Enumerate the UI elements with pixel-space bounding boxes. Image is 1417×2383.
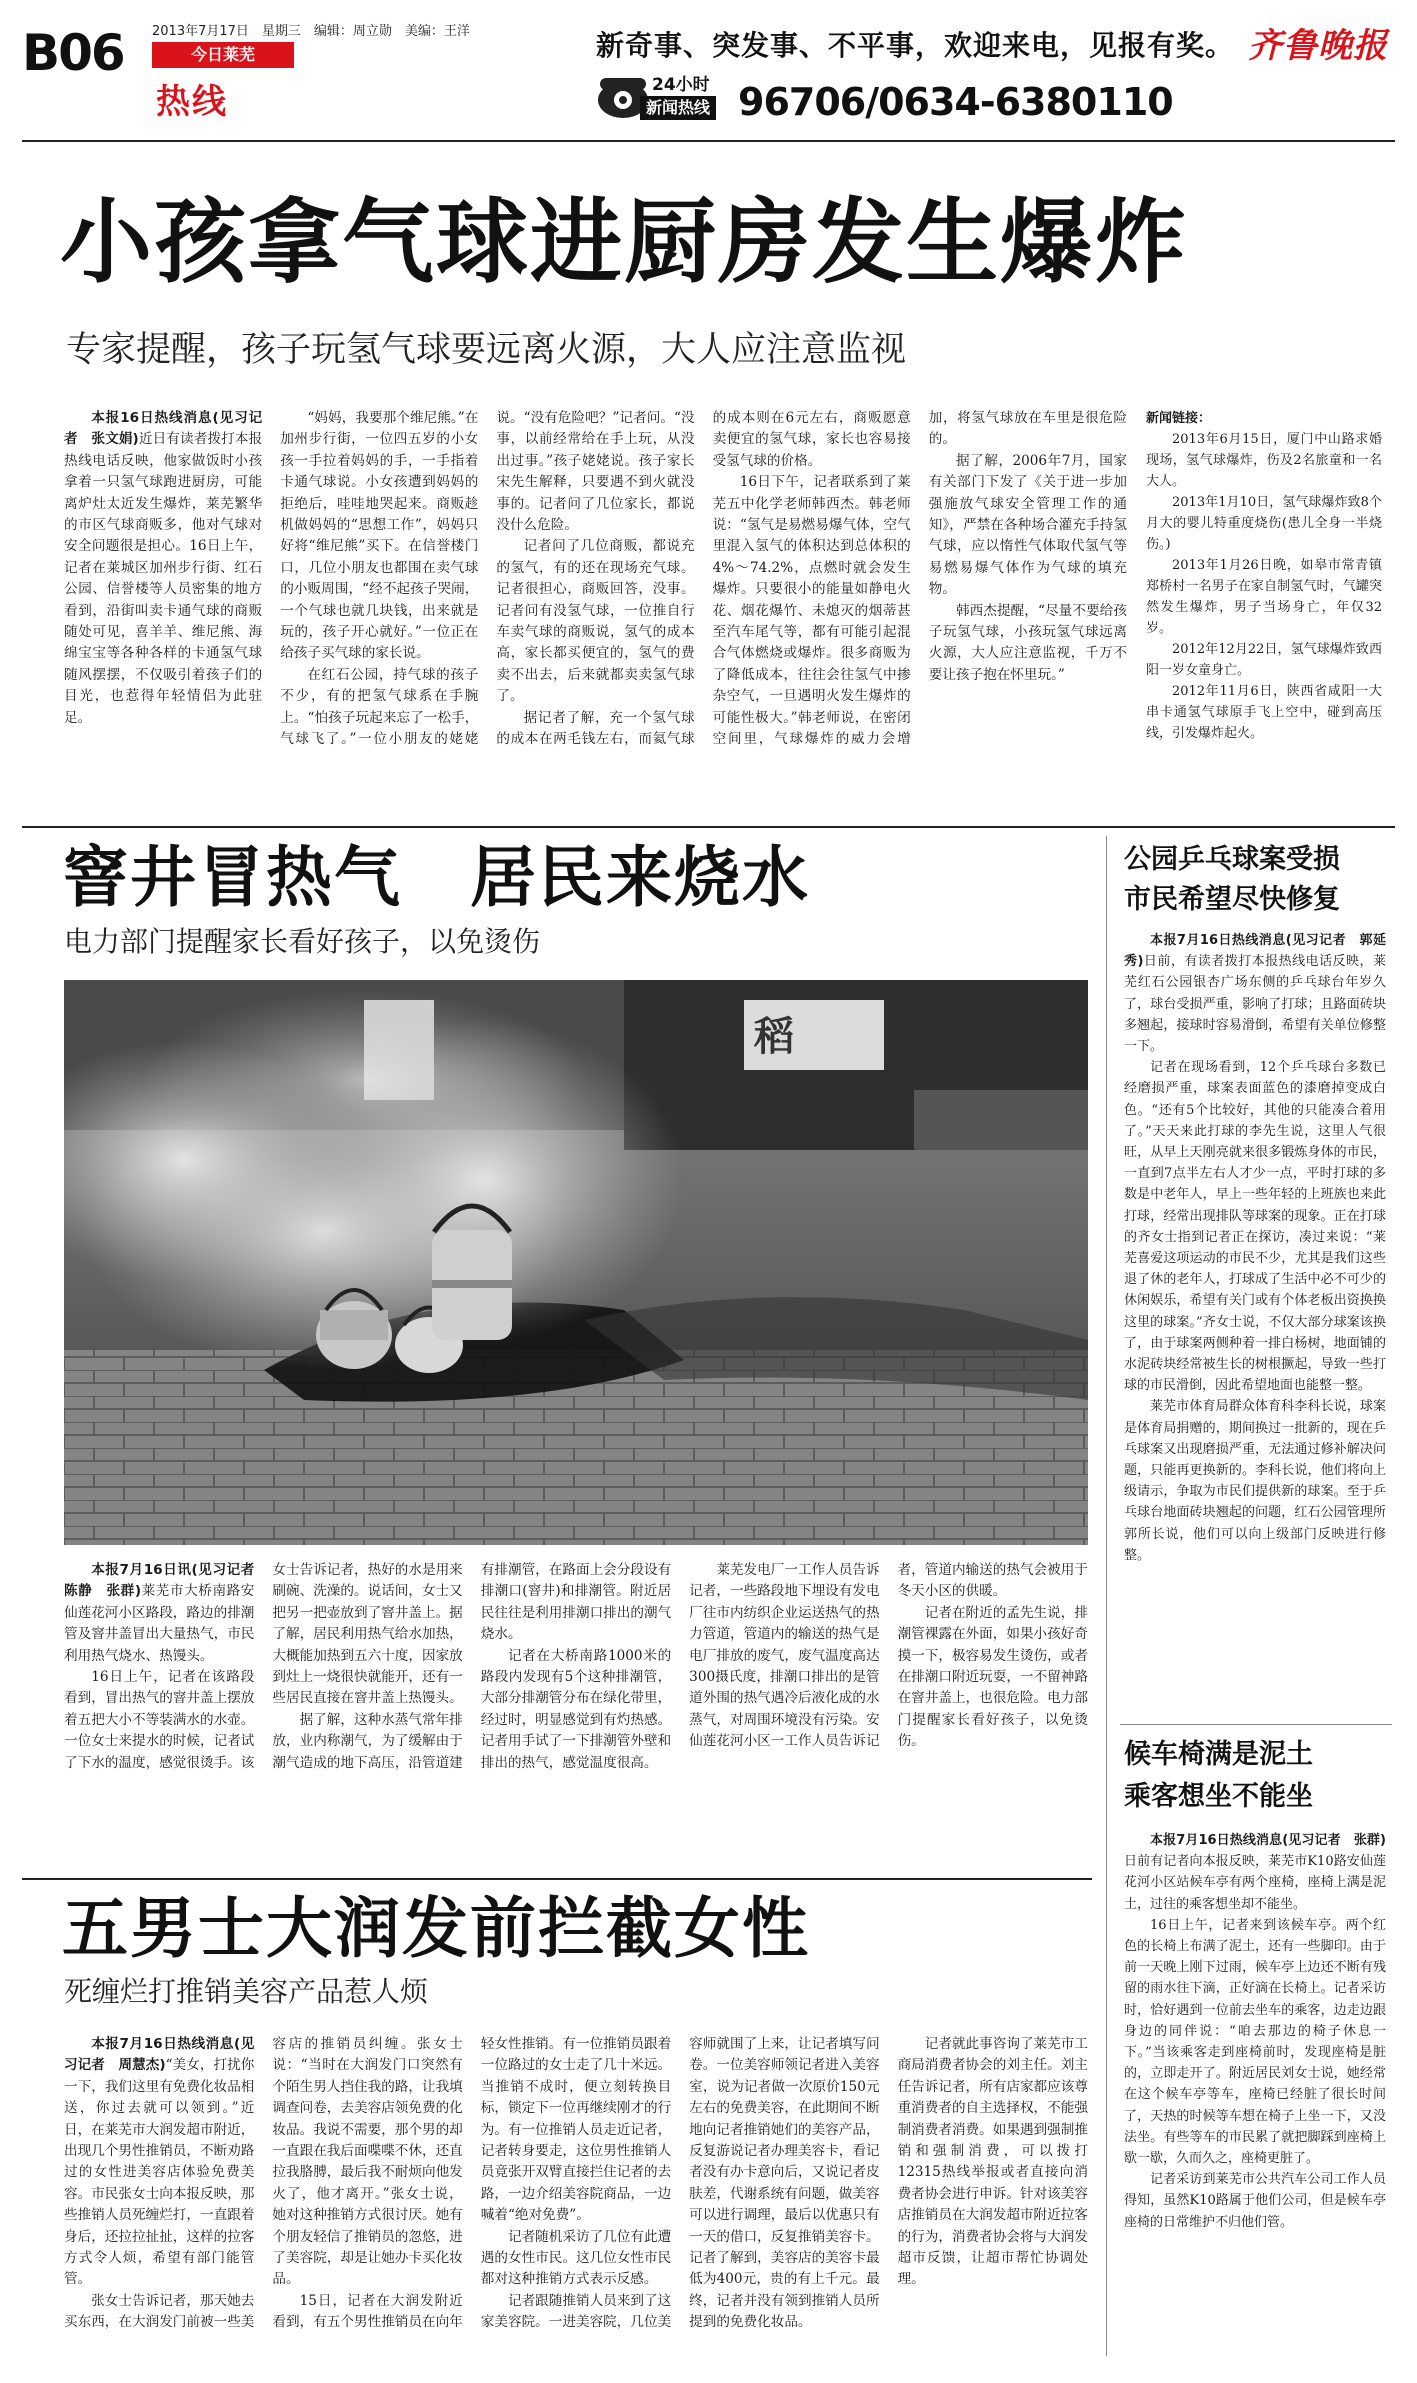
article1-paragraph: 本报16日热线消息(见习记者 张文娟)近日有读者拨打本报热线电话反映，他家做饭时小孩拿着一只氢气球跑进厨房，可能离炉灶太近发生爆炸，莱芜繁华的市区气球商贩多，他对气球对安全问题很是担心。16日上午，记者在莱城区加州步行街、红石公园、信誉楼等人员密集的地方看到，沿街叫卖卡通气球的商贩随处可见，喜羊羊、维尼熊、海绵宝宝等各种各样的卡通氢气球随风摆摆，不仅吸引着孩子们的目光，也惹得年轻情侣为此驻足。 [64, 410, 263, 726]
article3-body [1124, 930, 1386, 1720]
hotline-label-2-text: 新闻热线 [646, 98, 711, 117]
article2-headline: 窨井冒热气 居民来烧水 [62, 839, 810, 916]
slogan: 新奇事、突发事、不平事，欢迎来电，见报有奖。 [596, 29, 1235, 62]
article3-headline [1124, 840, 1392, 920]
article1-paragraph: 16日下午，记者联系到了莱芜五中化学老师韩西杰。韩老师说：“氢气是易燃易爆气体，空气里混入氢气的体积达到总体积的4%～74.2%，点燃时就会发生爆炸。只要很小的能量如静电火花、烟花爆竹、未熄灭的烟蒂甚至汽车尾气等，都有可能引起混合气体燃烧或爆炸。很多商贩为了降低成本，往往会往氢气中掺杂空气，一旦遇明火发生爆炸的可能性极大。”韩老师说，在密闭空间里，气球爆炸的威力会增加，将氢气球放在车里是很危险的。 [712, 410, 1127, 748]
article5-subheadline: 死缠烂打推销美容产品惹人烦 [64, 1975, 429, 2008]
article5-paragraph: 15日，记者在大润发附近看到，有五个男性推销员在向年轻女性推销。有一位推销员跟着一位路过的女士走了几十米远。当推销不成时，便立刻转换目标，锁定下一位再继续刚才的行为。有一位推销人员走近记者，记者转身要走，这位男性推销人员竟张开双臂直接拦住记者的去路，一边介绍美容院商品，一边喊着“绝对免费”。 [272, 2036, 672, 2331]
article4-paragraph: 本报7月16日热线消息(见习记者 张群)日前有记者向本报反映，莱芜市K10路安仙莲花河小区站候车亭有两个座椅，座椅上满是泥土，过往的乘客想坐却不能坐。 [1124, 1833, 1386, 1912]
right-column-rule [1106, 836, 1107, 2356]
article1-paragraph: “妈妈，我要那个维尼熊。”在加州步行街，一位四五岁的小女孩一手拉着妈妈的手，一手指着卡通气球说。小女孩遭到妈妈的拒绝后，哇哇地哭起来。商贩趁机做妈妈的“思想工作”，妈妈只好将“维尼熊”买下。在信誉楼门口，几位小朋友也都围在卖气球的小贩周围，“经不起孩子哭闹，一个气球也就几块钱，出来就是玩的，孩子开心就好。”一位正在给孩子买气球的家长说。 [280, 410, 479, 662]
article3-paragraph: 莱芜市体育局群众体育科李科长说，球案是体育局捐赠的，期间换过一批新的，现在乒乓球案又出现磨损严重，无法通过修补解决问题，只能再更换新的。李科长说，他们将向上级请示，争取为市民们提供新的球案。至于乒乓球台地面砖块翘起的问题，红石公园管理所郭所长说，他们可以向上级部门反映进行修整。 [1124, 1399, 1386, 1563]
news-link-item: 2012年11月6日，陕西省咸阳一大串卡通氢气球原手飞上空中，碰到高压线，引发爆炸起火。 [1146, 684, 1382, 741]
news-link-item: 2013年6月15日，厦门中山路求婚现场，氢气球爆炸，伤及2名旅童和一名大人。 [1146, 432, 1382, 489]
article2-paragraph: 记者在附近的孟先生说，排潮管裸露在外面，如果小孩好奇摸一下，极容易发生烫伤，或者在排潮口附近玩耍，一不留神路在窨井盖上，也很危险。电力部门提醒家长看好孩子，以免烫伤。 [897, 1604, 1088, 1750]
masthead [0, 0, 1417, 142]
news-link-item: 2013年1月10日，氢气球爆炸致8个月大的婴儿特重度烧伤(患儿全身一半烧伤。) [1146, 495, 1382, 552]
divider [22, 826, 1395, 828]
article5-paragraph: 记者随机采访了几位有此遭遇的女性市民。这几位女性市民都对这种推销方式表示反感。 [480, 2228, 672, 2288]
article1-paragraph: 记者问了几位商贩，都说充的氢气，有的还在现场充气球。记者很担心，商贩回答，没事。记者问有没氢气球，一位推自行车卖气球的商贩说，氢气的成本高，家长都买便宜的，氢气的费卖不出去，后来就都卖卖氢气球了。 [496, 538, 695, 705]
divider [22, 1878, 1092, 1880]
article5-body [64, 2034, 1088, 2366]
article2-lead: 本报7月16日讯(见习记者 陈静 张群) [64, 1562, 268, 1600]
news-link-title: 新闻链接： [1146, 411, 1212, 426]
article3-headline-line2: 市民希望尽快修复 [1124, 884, 1340, 915]
article2-paragraph: 本报7月16日讯(见习记者 陈静 张群)莱芜市大桥南路安仙莲花河小区路段，路边的排潮管及窨井盖冒出大量热气，市民利用热气烧水、热馒头。 [64, 1562, 268, 1664]
article2-subheadline: 电力部门提醒家长看好孩子，以免烫伤 [64, 925, 541, 958]
section-name: 热线 [156, 82, 228, 122]
section-tag: 今日莱芜 [152, 42, 294, 68]
article4-body [1124, 1830, 1386, 2366]
article3-lead: 本报7月16日热线消息(见习记者 郭延秀) [1124, 933, 1386, 970]
hotline-label-1: 24小时 [652, 75, 710, 95]
article5-paragraph: 本报7月16日热线消息(见习记者 周慧杰)“美女，打扰你一下，我们这里有免费化妆品相送，你过去就可以领到。”近日，在莱芜市大润发超市附近，出现几个男性推销员，不断劝路过的女性进美容店体验免费美容。市民张女士向本报反映，那些推销人员死缠烂打，一直跟着身后，还拉拉扯扯，这样的拉客方式令人烦，希望有部门能管管。 [64, 2036, 255, 2288]
article4-headline-line2: 乘客想坐不能坐 [1124, 1781, 1313, 1812]
shop-sign-text: 稻 [754, 1014, 794, 1060]
news-link-box [1146, 408, 1382, 814]
article3-headline-line1: 公园乒乓球案受损 [1124, 844, 1340, 875]
page-number: B06 [22, 24, 124, 82]
news-link-item: 2012年12月22日，氢气球爆炸致西阳一岁女童身亡。 [1146, 642, 1382, 678]
article1-body [64, 408, 1127, 814]
divider [1120, 1724, 1392, 1725]
article4-lead: 本报7月16日热线消息(见习记者 张群) [1150, 1833, 1386, 1848]
article5-paragraph: 记者跟随推销人员来到了这家美容院。一进美容院，几位美容师就围了上来，让记者填写问卷。一位美容师领记者进入美容室，说为记者做一次原价150元左右的免费美容，在此期间不断地向记者推销她们的美容产品，反复游说记者办理美容卡，看记者没有办卡意向后，又说记者皮肤差，代谢系统有问题，做美容可以进行调理，最后以优惠只有一天的借口，反复推销美容卡。记者了解到，美容店的美容卡最低为400元，贵的有上千元。最终，记者并没有领到推销人员所提到的免费化妆品。 [480, 2036, 880, 2331]
article4-headline [1124, 1734, 1392, 1818]
article1-paragraph: 据了解，2006年7月，国家有关部门下发了《关于进一步加强施放气球安全管理工作的通知》，严禁在各种场合灌充手持氢气球，应以惰性气体取代氢气等易燃易爆气体作为气球的填充物。 [928, 452, 1127, 598]
article1-paragraph: 韩西杰提醒，“尽量不要给孩子玩氢气球，小孩玩氢气球远离火源，大人应注意监视，千万不要让孩子抱在怀里玩。” [928, 602, 1127, 683]
article2-body [64, 1560, 1088, 1870]
article4-headline-line1: 候车椅满是泥土 [1124, 1739, 1313, 1770]
article1-lead: 本报16日热线消息(见习记者 张文娟) [64, 410, 263, 448]
article2-paragraph: 16日上午，记者在该路段看到，冒出热气的窨井盖上摆放着五把大小不等装满水的水壶。一位女士来提水的时候，记者试了下水的温度，感觉很烫手。该女士告诉记者，热好的水是用来刷碗、洗澡的。说话间，女士又把另一把壶放到了窨井盖上。据了解，居民利用热气给水加热，大概能加热到五六十度，因家放到灶上一烧很快就能开，还有一些居民直接在窨井盖上热馒头。 [64, 1562, 463, 1771]
masthead-rule [22, 140, 1395, 142]
article5-headline: 五男士大润发前拦截女性 [62, 1890, 810, 1967]
hotline-number: 96706/0634-6380110 [738, 80, 1173, 124]
steam-photo [64, 980, 1088, 1545]
article3-paragraph: 本报7月16日热线消息(见习记者 郭延秀)日前，有读者拨打本报热线电话反映，莱芜红石公园银杏广场东侧的乒乓球台年岁久了，球台受损严重，影响了打球；且路面砖块多翘起，接球时容易滑倒，希望有关单位修整一下。 [1124, 933, 1386, 1055]
article2-paragraph: 莱芜发电厂一工作人员告诉记者，一些路段地下埋设有发电厂往市内纺织企业运送热气的热力管道，管道内的输送的热气是电厂排放的废气，废气温度高达300摄氏度，排潮口排出的是管道外围的热气遇冷后液化成的水蒸气，对周围环境没有污染。安仙莲花河小区一工作人员告诉记者，管道内输送的热气会被用于冬天小区的供暖。 [689, 1562, 1088, 1750]
article5-paragraph: 张女士告诉记者，那天她去买东西，在大润发门前被一些美容店的推销员纠缠。张女士说：“当时在大润发门口突然有个陌生男人挡住我的路，让我填调查问卷，去美容店领免费的化妆品。我说不需要，那个男的却一直跟在我后面喋喋不休，还直拉我胳膊，最后我不耐烦向他发火了，他才离开。”张女士说，她对这种推销方式很讨厌。她有个朋友轻信了推销员的忽悠，进了美容院，却是让她办卡买化妆品。 [64, 2036, 463, 2331]
article1-headline: 小孩拿气球进厨房发生爆炸 [60, 189, 1189, 296]
article2-paragraph: 记者在大桥南路1000米的路段内发现有5个这种排潮管，大部分排潮管分布在绿化带里，经过时，明显感觉到有灼热感。记者用手试了一下排潮管外壁和排出的热气，感觉温度很高。 [480, 1647, 672, 1771]
hotline-label-2 [640, 96, 716, 120]
article1-paragraph: 据记者了解，充一个氢气球的成本在两毛钱左右，而氦气球的成本则在6元左右，商贩愿意卖便宜的氢气球，家长也容易接受氢气球的价格。 [496, 410, 911, 748]
article4-paragraph: 16日上午，记者来到该候车亭。两个红色的长椅上布满了泥土，还有一些脚印。由于前一天晚上刚下过雨，候车亭上边还不断有残留的雨水往下滴，正好滴在长椅上。记者采访时，恰好遇到一位前去坐车的乘客，边走边跟身边的同伴说：“咱去那边的椅子休息一下。”当该乘客走到座椅前时，发现座椅是脏的，立即走开了。附近居民刘女士说，她经常在这个候车亭等车，座椅已经脏了很长时间了，天热的时候等车想在椅子上坐一下，又没法坐。有些等车的市民累了就把脚踩到座椅上歇一歇，久而久之，座椅更脏了。 [1124, 1917, 1386, 2167]
article3-paragraph: 记者在现场看到，12个乒乓球台多数已经磨损严重，球案表面蓝色的漆磨掉变成白色。“还有5个比较好，其他的只能凑合着用了。”天天来此打球的李先生说，这里人气很旺，从早上天刚亮就来很多锻炼身体的市民，一直到7点半左右人才少一点，平时打球的多数是中老年人，早上一些年轻的上班族也来此打球，经常出现排队等球案的现象。正在打球的齐女士指到记者正在探访，凑过来说：“莱芜喜爱这项运动的市民不少，尤其是我们这些退了休的老年人，打球成了生活中必不可少的休闲娱乐，希望有关门或有个体老板出资换换这里的球案。”齐女士说，不仅大部分球案该换了，由于球案两侧种着一排白杨树，地面铺的水泥砖块经常被生长的树根撅起，导致一些打球的市民滑倒，因此希望地面也能整一整。 [1124, 1060, 1386, 1394]
paper-logo: 齐鲁晚报 [1248, 26, 1388, 66]
article1-subheadline: 专家提醒，孩子玩氢气球要远离火源，大人应注意监视 [66, 330, 907, 370]
article5-lead: 本报7月16日热线消息(见习记者 周慧杰) [64, 2036, 255, 2074]
article4-paragraph: 记者采访到莱芜市公共汽车公司工作人员得知，虽然K10路属于他们公司，但是候车亭座椅的日常维护不归他们管。 [1124, 2172, 1386, 2230]
article2-paragraph: 据了解，这种水蒸气常年排放，业内称潮气，为了缓解由于潮气造成的地下高压，沿管道建有排潮管，在路面上会分段设有排潮口(窨井)和排潮管。附近居民往往是利用排潮口排出的潮气烧水。 [272, 1562, 672, 1771]
article1-paragraph: 在红石公园，持气球的孩子不少，有的把氢气球系在手腕上。“怕孩子玩起来忘了一松手，气球飞了。”一位小朋友的姥姥说。“没有危险吧？”记者问。“没事，以前经常给在手上玩，从没出过事。”孩子姥姥说。孩子家长宋先生解释，只要遇不到火就没事的。记者问了几位家长，都说没什么危险。 [280, 410, 695, 748]
article5-paragraph: 记者就此事咨询了莱芜市工商局消费者协会的刘主任。刘主任告诉记者，所有店家都应该尊重消费者的自主选择权，不能强制消费者消费。如果遇到强制推销和强制消费，可以拨打12315热线举报或者直接向消费者协会进行申诉。针对该美容店推销员在大润发超市附近拉客的行为，消费者协会将与大润发超市反馈，让超市帮忙协调处理。 [897, 2036, 1088, 2288]
date-line: 2013年7月17日 星期三 编辑：周立勋 美编：王洋 [152, 24, 470, 39]
news-link-item: 2013年1月26日晚，如皋市常青镇郑桥村一名男子在家自制氢气时，气罐突然发生爆炸，男子当场身亡，年仅32岁。 [1146, 558, 1382, 636]
